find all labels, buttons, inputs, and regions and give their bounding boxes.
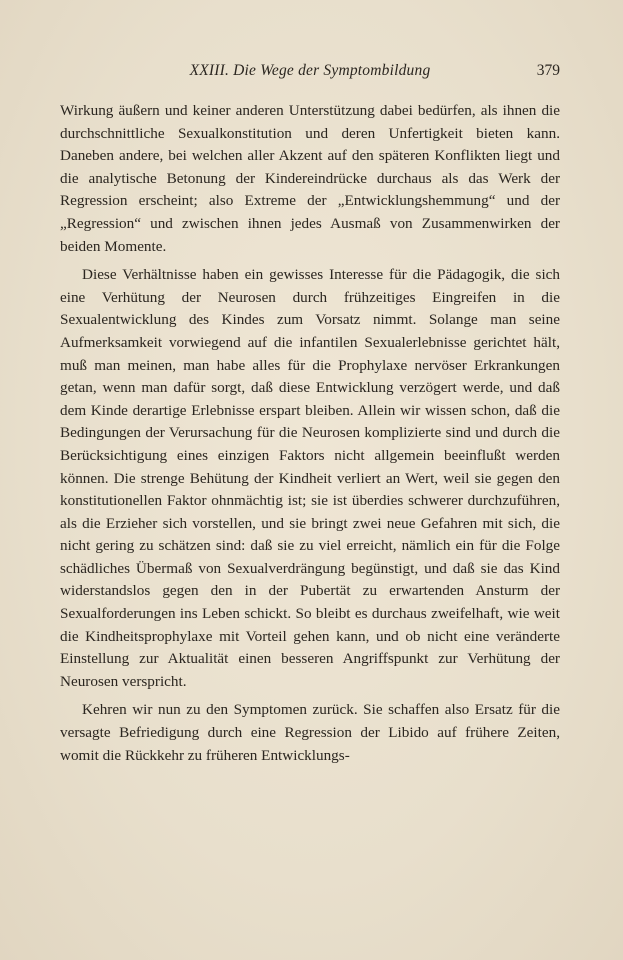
paragraph: Kehren wir nun zu den Symptomen zurück. Sie schaffen also Ersatz für die versagte Befriedigung durch eine Regression der Libido auf frühere Zeiten, womit die Rückkehr zu früheren Entwicklungs- (60, 701, 560, 764)
body-text (60, 100, 560, 767)
page-number: 379 (536, 62, 560, 79)
paragraph: Wirkung äußern und keiner anderen Unterstützung dabei bedürfen, als ihnen die durchschnittliche Sexualkonstitution und deren Unfertigkeit bieten kann. Daneben andere, bei welchen aller Akzent auf den späteren Konflikten liegt und die analytische Betonung der Kindereindrücke durchaus als das Werk der Regression erscheint; also Extreme der „Entwicklungshemmung“ und der „Regression“ und zwischen ihnen jedes Ausmaß von Zusammenwirken der beiden Momente. (60, 102, 560, 255)
page-header (60, 62, 560, 86)
running-title: XXIII. Die Wege der Symptombildung (189, 62, 431, 79)
paragraph: Diese Verhältnisse haben ein gewisses Interesse für die Pädagogik, die sich eine Verhütung der Neurosen durch frühzeitiges Eingreifen in die Sexualentwicklung des Kindes zum Vorsatz nimmt. Solange man seine Aufmerksamkeit vorwiegend auf die infantilen Sexualerlebnisse gerichtet hält, muß man meinen, man habe alles für die Prophylaxe nervöser Erkrankungen getan, wenn man dafür sorgt, daß diese Entwicklung verzögert werde, und daß dem Kinde derartige Erlebnisse erspart bleiben. Allein wir wissen schon, daß die Bedingungen der Verursachung für die Neurosen komplizierte sind und durch die Berücksichtigung eines einzigen Faktors nicht allgemein beeinflußt werden können. Die strenge Behütung der Kindheit verliert an Wert, weil sie gegen den konstitutionellen Faktor ohnmächtig ist; sie ist überdies schwerer durchzuführen, als die Erzieher sich vorstellen, und sie bringt zwei neue Gefahren mit sich, die nicht gering zu schätzen sind: daß sie zu viel erreicht, nämlich ein für die Folge schädliches Übermaß von Sexualverdrängung begünstigt, und daß sie das Kind widerstandslos gegen den in der Pubertät zu erwartenden Ansturm der Sexualforderungen ins Leben schickt. So bleibt es durchaus zweifelhaft, wie weit die Kindheitsprophylaxe mit Vorteil gehen kann, und ob nicht eine veränderte Einstellung zur Aktualität einen besseren Angriffspunkt zur Verhütung der Neurosen verspricht. (60, 266, 560, 690)
